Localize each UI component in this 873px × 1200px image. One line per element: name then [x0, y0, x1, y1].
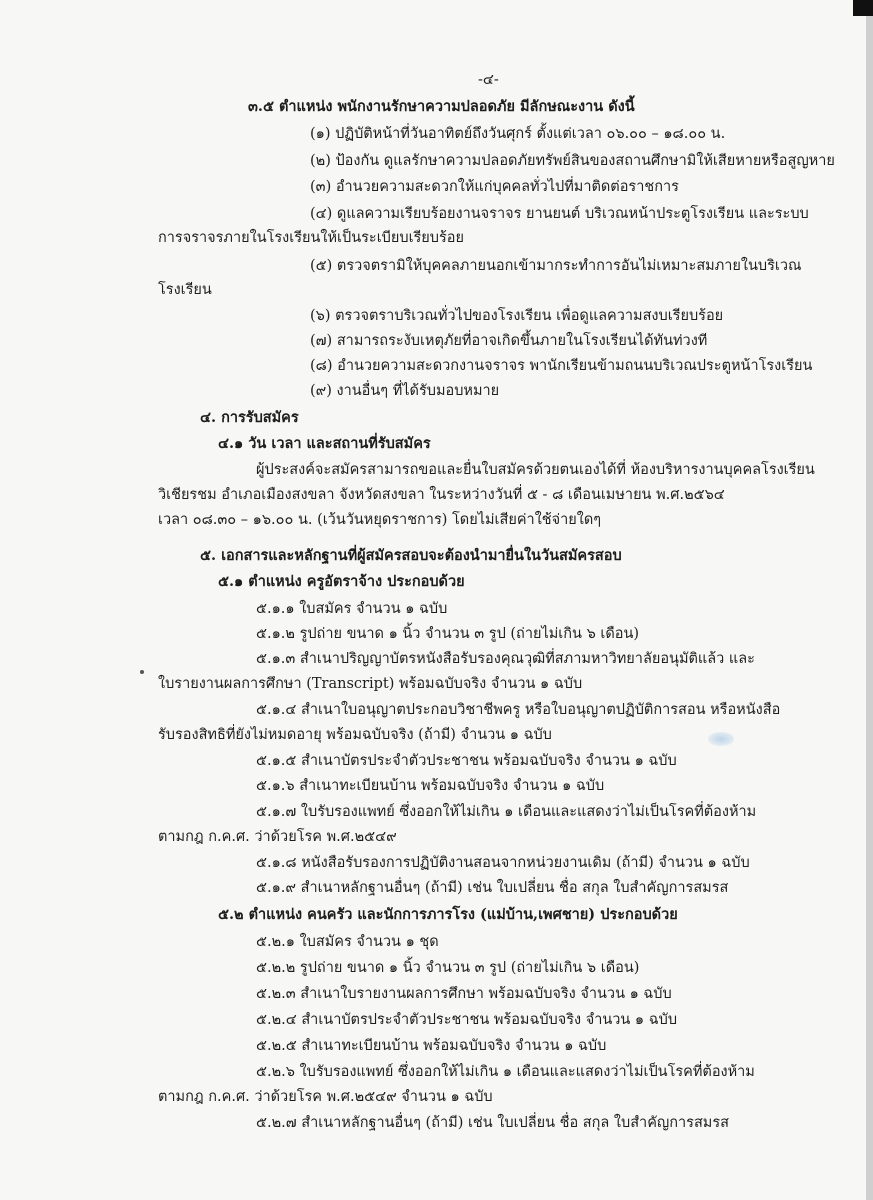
- item-5-1-2: ๕.๑.๒ รูปถ่าย ขนาด ๑ นิ้ว จำนวน ๓ รูป (ถ่ายไม่เกิน ๖ เดือน): [256, 626, 640, 642]
- item-5-2-2: ๕.๒.๒ รูปถ่าย ขนาด ๑ นิ้ว จำนวน ๓ รูป (ถ่ายไม่เกิน ๖ เดือน): [256, 960, 640, 976]
- section-5-heading: ๕. เอกสารและหลักฐานที่ผู้สมัครสอบจะต้องนำมายื่นในวันสมัครสอบ: [200, 547, 622, 564]
- section-3-5-item-5: (๕) ตรวจตรามิให้บุคคลภายนอกเข้ามากระทำการอันไม่เหมาะสมภายในบริเวณ: [310, 258, 802, 274]
- item-5-2-3: ๕.๒.๓ สำเนาใบรายงานผลการศึกษา พร้อมฉบับจริง จำนวน ๑ ฉบับ: [256, 986, 672, 1002]
- page-number: -๔-: [478, 72, 499, 88]
- section-3-5-heading: ๓.๕ ตำแหน่ง พนักงานรักษาความปลอดภัย มีลักษณะงาน ดังนี้: [248, 98, 635, 115]
- item-5-2-4: ๕.๒.๔ สำเนาบัตรประจำตัวประชาชน พร้อมฉบับจริง จำนวน ๑ ฉบับ: [256, 1012, 678, 1028]
- section-3-5-item-8: (๘) อำนวยความสะดวกงานจราจร พานักเรียนข้ามถนนบริเวณประตูหน้าโรงเรียน: [310, 358, 813, 374]
- section-3-5-item-1: (๑) ปฏิบัติหน้าที่วันอาทิตย์ถึงวันศุกร์ ตั้งแต่เวลา ๐๖.๐๐ – ๑๘.๐๐ น.: [310, 126, 726, 142]
- item-5-1-3-cont: ใบรายงานผลการศึกษา (Transcript) พร้อมฉบับจริง จำนวน ๑ ฉบับ: [158, 676, 583, 692]
- section-4-heading: ๔. การรับสมัคร: [200, 409, 299, 426]
- item-5-2-6: ๕.๒.๖ ใบรับรองแพทย์ ซึ่งออกให้ไม่เกิน ๑ เดือนและแสดงว่าไม่เป็นโรคที่ต้องห้าม: [256, 1064, 755, 1080]
- item-5-2-1: ๕.๒.๑ ใบสมัคร จำนวน ๑ ชุด: [256, 934, 439, 950]
- scanner-corner-mark: [853, 0, 873, 16]
- section-4-1-line-2: วิเชียรชม อำเภอเมืองสงขลา จังหวัดสงขลา ในระหว่างวันที่ ๕ - ๘ เดือนเมษายน พ.ศ.๒๕๖๔: [158, 487, 725, 503]
- section-3-5-item-4-cont: การจราจรภายในโรงเรียนให้เป็นระเบียบเรียบร้อย: [158, 230, 465, 246]
- section-5-1-heading: ๕.๑ ตำแหน่ง ครูอัตราจ้าง ประกอบด้วย: [218, 573, 465, 590]
- item-5-1-7-cont: ตามกฎ ก.ค.ศ. ว่าด้วยโรค พ.ศ.๒๕๔๙: [158, 829, 397, 845]
- item-5-2-6-cont: ตามกฎ ก.ค.ศ. ว่าด้วยโรค พ.ศ.๒๕๔๙ จำนวน ๑ ฉบับ: [158, 1089, 493, 1105]
- item-5-2-7: ๕.๒.๗ สำเนาหลักฐานอื่นๆ (ถ้ามี) เช่น ใบเปลี่ยน ชื่อ สกุล ใบสำคัญการสมรส: [256, 1115, 729, 1131]
- item-5-1-4-cont: รับรองสิทธิที่ยังไม่หมดอายุ พร้อมฉบับจริง (ถ้ามี) จำนวน ๑ ฉบับ: [158, 727, 552, 743]
- item-5-1-1: ๕.๑.๑ ใบสมัคร จำนวน ๑ ฉบับ: [256, 601, 448, 617]
- section-4-1-line-3: เวลา ๐๘.๓๐ – ๑๖.๐๐ น. (เว้นวันหยุดราชการ) โดยไม่เสียค่าใช้จ่ายใดๆ: [158, 512, 602, 528]
- item-5-1-3: ๕.๑.๓ สำเนาปริญญาบัตรหนังสือรับรองคุณวุฒิที่สภามหาวิทยาลัยอนุมัติแล้ว และ: [256, 651, 755, 667]
- section-3-5-item-4: (๔) ดูแลความเรียบร้อยงานจราจร ยานยนต์ บริเวณหน้าประตูโรงเรียน และระบบ: [310, 206, 809, 222]
- item-5-1-8: ๕.๑.๘ หนังสือรับรองการปฏิบัติงานสอนจากหน่วยงานเดิม (ถ้ามี) จำนวน ๑ ฉบับ: [256, 855, 750, 871]
- scanner-edge: [866, 0, 873, 1200]
- section-3-5-item-7: (๗) สามารถระงับเหตุภัยที่อาจเกิดขึ้นภายในโรงเรียนได้ทันท่วงที: [310, 333, 708, 349]
- section-3-5-item-6: (๖) ตรวจตราบริเวณทั่วไปของโรงเรียน เพื่อดูแลความสงบเรียบร้อย: [310, 308, 724, 324]
- item-5-1-5: ๕.๑.๕ สำเนาบัตรประจำตัวประชาชน พร้อมฉบับจริง จำนวน ๑ ฉบับ: [256, 753, 677, 769]
- section-3-5-item-5-cont: โรงเรียน: [158, 282, 212, 298]
- section-3-5-item-9: (๙) งานอื่นๆ ที่ได้รับมอบหมาย: [310, 383, 500, 399]
- section-4-1-heading: ๔.๑ วัน เวลา และสถานที่รับสมัคร: [218, 435, 431, 452]
- scan-speck: [140, 670, 144, 674]
- section-4-1-line-1: ผู้ประสงค์จะสมัครสามารถขอและยื่นใบสมัครด้วยตนเองได้ที่ ห้องบริหารงานบุคคลโรงเรียน: [256, 462, 815, 478]
- scan-ink-blot: [708, 732, 734, 746]
- item-5-2-5: ๕.๒.๕ สำเนาทะเบียนบ้าน พร้อมฉบับจริง จำนวน ๑ ฉบับ: [256, 1038, 607, 1054]
- item-5-1-9: ๕.๑.๙ สำเนาหลักฐานอื่นๆ (ถ้ามี) เช่น ใบเปลี่ยน ชื่อ สกุล ใบสำคัญการสมรส: [256, 880, 729, 896]
- item-5-1-7: ๕.๑.๗ ใบรับรองแพทย์ ซึ่งออกให้ไม่เกิน ๑ เดือนและแสดงว่าไม่เป็นโรคที่ต้องห้าม: [256, 804, 757, 820]
- section-5-2-heading: ๕.๒ ตำแหน่ง คนครัว และนักการภารโรง (แม่บ้าน,เพศชาย) ประกอบด้วย: [218, 906, 678, 923]
- item-5-1-6: ๕.๑.๖ สำเนาทะเบียนบ้าน พร้อมฉบับจริง จำนวน ๑ ฉบับ: [256, 778, 605, 794]
- item-5-1-4: ๕.๑.๔ สำเนาใบอนุญาตประกอบวิชาชีพครู หรือใบอนุญาตปฏิบัติการสอน หรือหนังสือ: [256, 702, 781, 718]
- section-3-5-item-3: (๓) อำนวยความสะดวกให้แก่บุคคลทั่วไปที่มาติดต่อราชการ: [310, 179, 679, 195]
- section-3-5-item-2: (๒) ป้องกัน ดูแลรักษาความปลอดภัยทรัพย์สินของสถานศึกษามิให้เสียหายหรือสูญหาย: [310, 153, 835, 169]
